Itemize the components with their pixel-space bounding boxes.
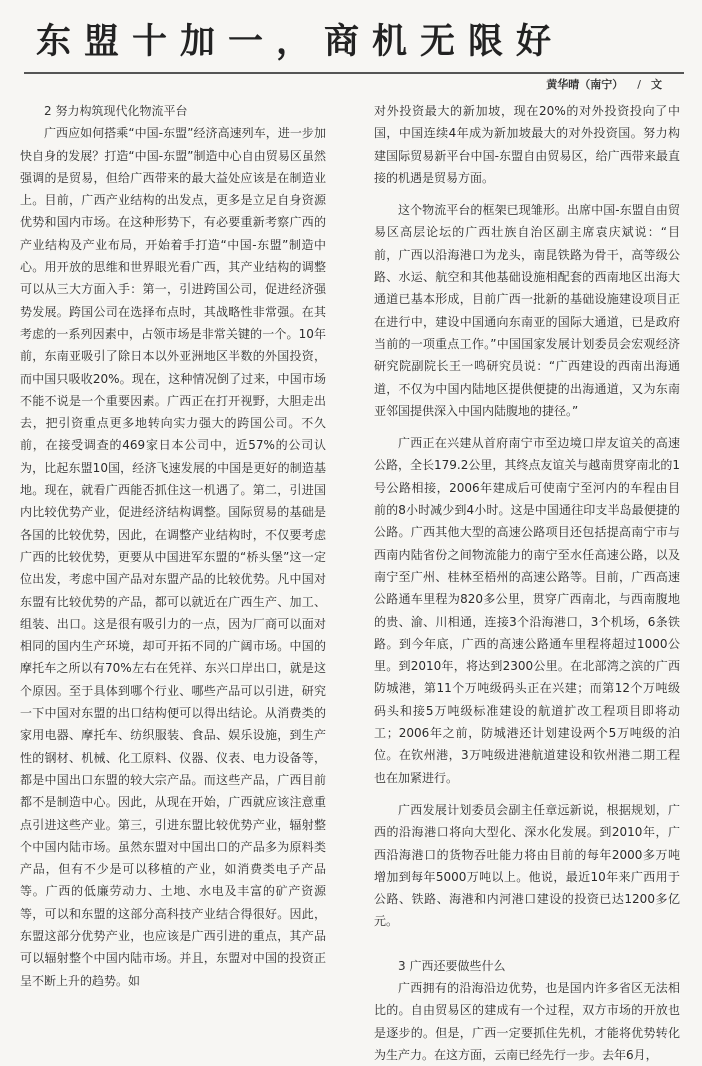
author-name: 黄华晴（南宁） — [546, 78, 624, 91]
body-paragraph: 广西拥有的沿海沿边优势，也是国内许多省区无法相比的。自由贸易区的建成有一个过程，双方市场的开放也是逐步的。但是，广西一定要抓住先机，才能将优势转化为生产力。在这方面，云南已经先行一步。去年6月， — [374, 980, 680, 1062]
body-paragraph: 这个物流平台的框架已现雏形。出席中国-东盟自由贸易区高层论坛的广西壮族自治区副主席袁庆斌说：“目前，广西以沿海港口为龙头，南昆铁路为骨干，高等级公路、水运、航空和其他基础设施相配套的西南地区出海大通道已基本形成，目前广西一批新的基础设施建设项目正在进行中，建设中国通向东南亚的国际大通道，已是政府当前的一项重点工作。”中国国家发展计划委员会宏观经济研究院副院长王一鸣研究员说：“广西建设的西南出海通道，不仅为中国内陆地区提供便捷的出海通道，又为东南亚邻国提供深入中国内陆腹地的捷径。” — [374, 203, 680, 418]
left-column — [20, 100, 326, 992]
title-rule — [24, 72, 684, 74]
article-title: 东盟十加一，商机无限好 — [36, 22, 565, 62]
byline-separator: / — [637, 78, 641, 91]
section-heading-2: 2 努力构筑现代化物流平台 — [44, 104, 188, 118]
byline — [546, 76, 662, 92]
body-paragraph: 广西发展计划委员会副主任章远新说，根据规划，广西的沿海港口将向大型化、深水化发展。到2010年，广西沿海港口的货物吞吐能力将由目前的每年2000多万吨增加到每年5000万吨以上。他说，最近10年来广西用于公路、铁路、海港和内河港口建设的投资已达1200多亿元。 — [374, 802, 680, 929]
right-column — [374, 100, 680, 1062]
body-paragraph: 对外投资最大的新加坡，现在20%的对外投资投向了中国，中国连续4年成为新加坡最大的对外投资国。努力构建国际贸易新平台中国-东盟自由贸易区，给广西带来最直接的机遇是贸易方面。 — [374, 104, 680, 185]
section-heading-3: 3 广西还要做些什么 — [398, 958, 506, 973]
body-paragraph: 广西应如何搭乘“中国-东盟”经济高速列车，进一步加快自身的发展？打造“中国-东盟”制造中心自由贸易区虽然强调的是贸易，但给广西带来的最大益处应该是在制造业上。目前，广西产业结构的出发点，更多是立足自身资源优势和国内市场。在这种形势下，有必要重新考察广西的产业结构及产业布局，开始着手打造“中国-东盟”制造中心。用开放的思维和世界眼光看广西，其产业结构的调整可以从三大方面入手：第一，引进跨国公司，促进经济强势发展。跨国公司在选择布点时，其战略性非常强。在其考虑的一系列因素中，占领市场是非常关键的一个。10年前，东南亚吸引了除日本以外亚洲地区半数的外国投资，而中国只吸收20%。现在，这种情况倒了过来，中国市场不能不说是一个重要因素。广西正在打开视野，大胆走出去，把引资重点更多地转向实力强大的跨国公司。不久前，在接受调查的469家日本公司中，近57%的公司认为，比起东盟10国，经济飞速发展的中国是更好的制造基地。现在，就看广西能否抓住这一机遇了。第二，引进国内比较优势产业，促进经济结构调整。国际贸易的基础是各国的比较优势，因此，在调整产业结构时，不仅要考虑广西的比较优势，更要从中国进军东盟的“桥头堡”这一定位出发，考虑中国产品对东盟产品的比较优势。凡中国对东盟有比较优势的产品，都可以就近在广西生产、加工、组装、出口。这是很有吸引力的一点，因为厂商可以面对相同的国内生产环境，却可开拓不同的广阔市场。中国的摩托车之所以有70%左右在凭祥、东兴口岸出口，就是这个原因。至于具体到哪个行业、哪些产品可以引进，研究一下中国对东盟的出口结构便可以得出结论。从消费类的家用电器、摩托车、纺织服装、食品、娱乐设施，到生产性的钢材、机械、化工原料、仪器、仪表、电力设备等，都是中国出口东盟的较大宗产品。而这些产品，广西目前都不是制造中心。因此，从现在开始，广西就应该注意重点引进这些产业。第三，引进东盟比较优势产业，辐射整个中国内陆市场。虽然东盟对中国出口的产品多为原料类产品，但有不少是可以移植的产业，如消费类电子产品等。广西的低廉劳动力、土地、水电及丰富的矿产资源等，可以和东盟的这部分高科技产业结合得很好。因此，东盟这部分优势产业，也应该是广西引进的重点，其产品可以辐射整个中国内陆市场。并且，东盟对中国的投资正呈不断上升的趋势。如 — [20, 126, 326, 988]
body-paragraph: 广西正在兴建从首府南宁市至边境口岸友谊关的高速公路，全长179.2公里，其终点友谊关与越南贯穿南北的1号公路相接，2006年建成后可使南宁至河内的车程由目前的8小时减少到4小时。这是中国通往印支半岛最便捷的公路。广西其他大型的高速公路项目还包括提高南宁市与西南内陆省份之间物流能力的南宁至水任高速公路，以及南宁至广州、桂林至梧州的高速公路等。目前，广西高速公路通车里程为820多公里，贯穿广西南北，与西南腹地的贵、渝、川相通，连接3个沿海港口，3个机场，6条铁路。到今年底，广西的高速公路通车里程将超过1000公里。到2010年，将达到2300公里。在北部湾之滨的广西防城港，第11个万吨级码头正在兴建；而第12个万吨级码头和接5万吨级标准建设的航道扩改工程项目即将动工；2006年之前，防城港还计划建设两个5万吨级的泊位。在钦州港，3万吨级进港航道建设和钦州港二期工程也在加紧进行。 — [374, 436, 680, 785]
byline-role: 文 — [651, 78, 662, 91]
